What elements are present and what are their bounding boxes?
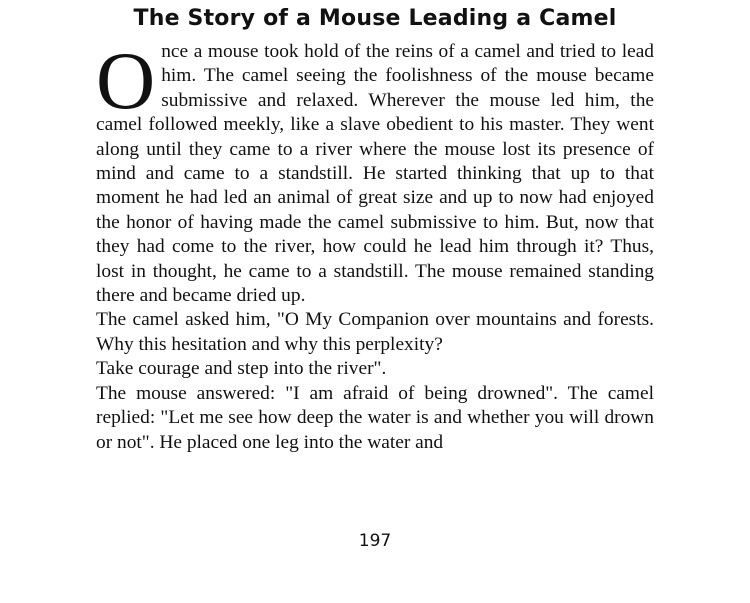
paragraph-opening — [96, 35, 654, 308]
paragraph-take-courage: Take courage and step into the river". — [96, 358, 387, 380]
story-title: The Story of a Mouse Leading a Camel — [133, 6, 617, 31]
paragraph-opening-text: nce a mouse took hold of the reins of a camel and tried to lead him. The camel seeing the foolishness of the mouse became submissive and relaxed. Wherever the mouse led him, the camel followed meekly, like a slave obedient to his master. They went along until they came to a river where the mouse lost its presence of mind and came to a standstill. He started thinking that up to that moment he had led an animal of great size and up to now had enjoyed the honor of having made the camel submissive to him. But, now that they had come to the river, how could he lead him through it? Thus, lost in thought, he came to a standstill. The mouse remained standing there and became dried up. — [96, 41, 654, 307]
story-body — [96, 35, 654, 455]
drop-cap-letter: O — [96, 35, 156, 126]
paragraph-camel-asks: The camel asked him, "O My Companion over mountains and forests. Why this hesitation and why this perplexity? — [96, 309, 654, 355]
paragraph-mouse-answers: The mouse answered: "I am afraid of being drowned". The camel replied: "Let me see how deep the water is and whether you will drown or not". He placed one leg into the water and — [96, 382, 654, 453]
page-number: 197 — [358, 531, 392, 551]
